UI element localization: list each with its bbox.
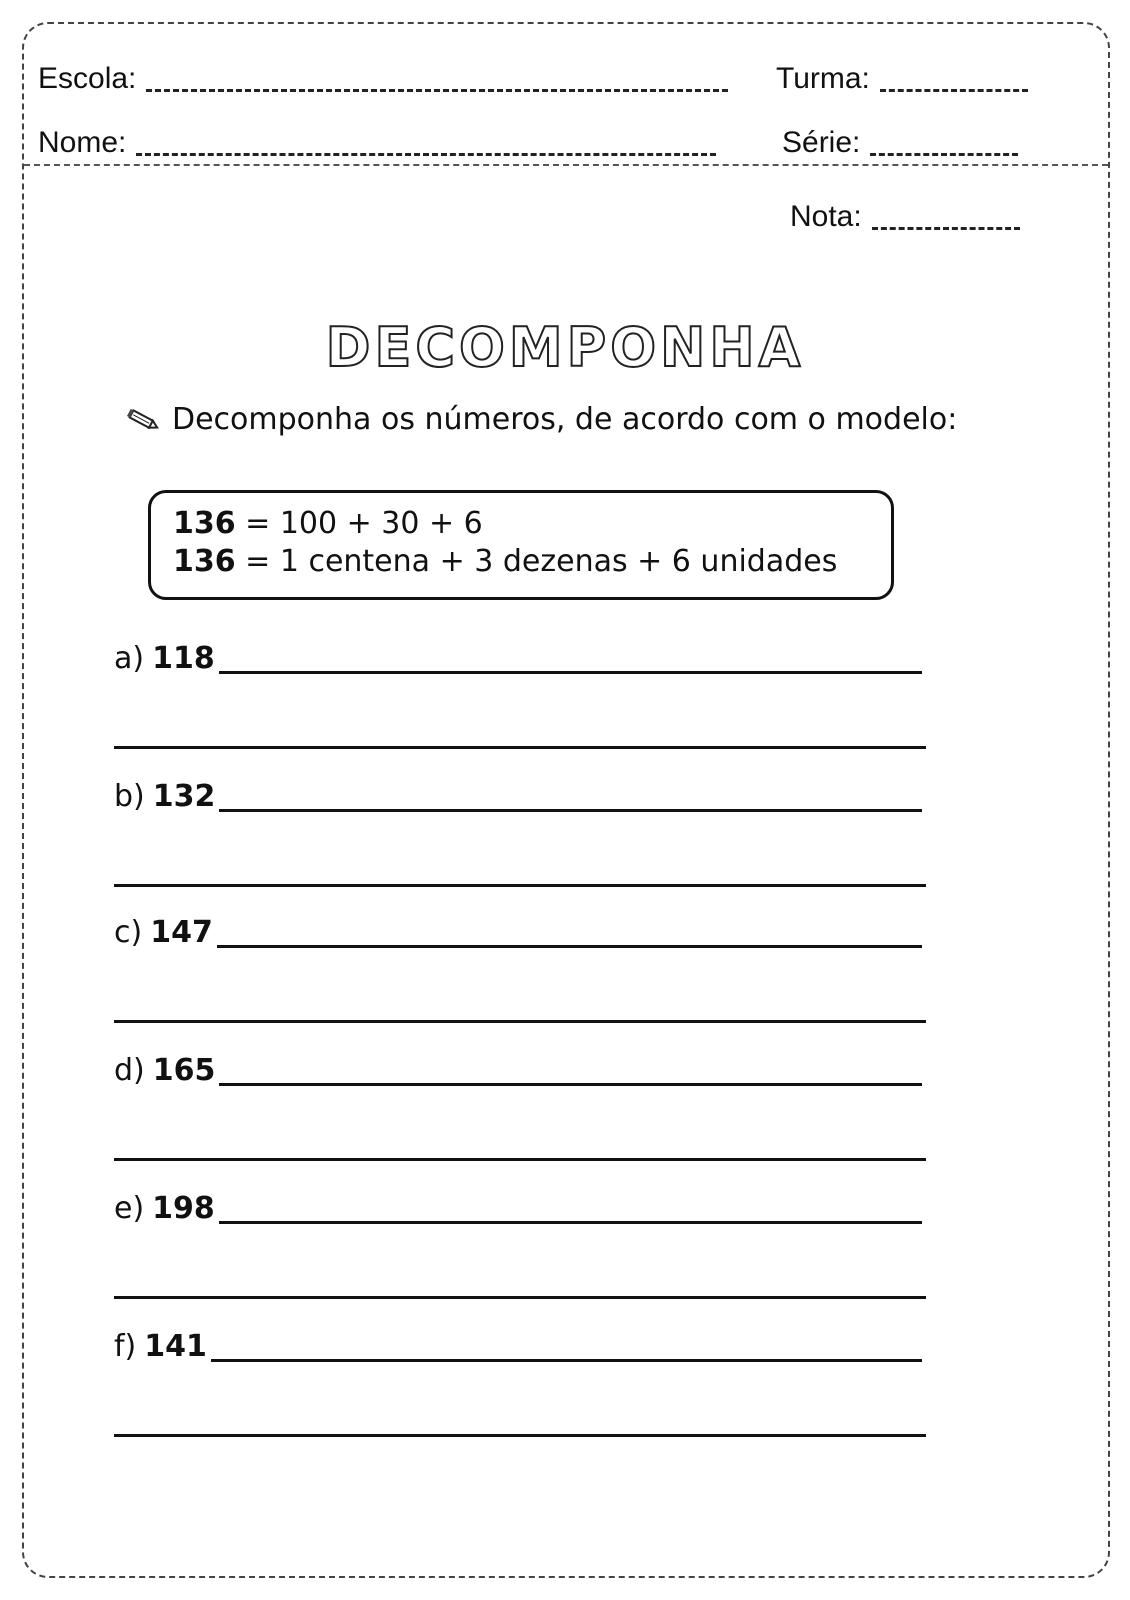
- exercise-number: 147: [150, 915, 213, 950]
- model-place-values: = 1 centena + 3 dezenas + 6 unidades: [235, 544, 838, 579]
- exercise-number: 118: [152, 641, 215, 676]
- exercise-d: [114, 1054, 934, 1194]
- answer-line[interactable]: [114, 884, 926, 887]
- model-line-1: [173, 505, 891, 543]
- answer-line[interactable]: [211, 1359, 922, 1362]
- grade-field: [782, 126, 1018, 160]
- exercise-number: 165: [152, 1053, 216, 1088]
- exercise-f: [114, 1330, 934, 1470]
- answer-line[interactable]: [219, 1221, 922, 1224]
- answer-line[interactable]: [219, 671, 922, 674]
- exercise-number: 198: [152, 1191, 215, 1226]
- grade-label: Série:: [782, 126, 861, 159]
- school-blank[interactable]: [146, 89, 728, 92]
- model-line-2: [173, 543, 891, 581]
- answer-line[interactable]: [114, 1158, 926, 1161]
- score-label: Nota:: [790, 200, 862, 233]
- exercise-letter: e): [114, 1191, 145, 1226]
- score-field: [790, 200, 1020, 234]
- exercise-number: 132: [152, 779, 216, 814]
- class-label: Turma:: [776, 62, 870, 95]
- instruction-text: Decomponha os números, de acordo com o modelo:: [172, 402, 958, 437]
- name-blank[interactable]: [136, 153, 716, 156]
- answer-line[interactable]: [114, 746, 926, 749]
- school-label: Escola:: [38, 62, 137, 95]
- answer-line[interactable]: [219, 809, 922, 812]
- grade-blank[interactable]: [870, 153, 1018, 156]
- class-field: [776, 62, 1028, 96]
- answer-line[interactable]: [114, 1020, 926, 1023]
- answer-line[interactable]: [114, 1434, 926, 1437]
- model-sum: = 100 + 30 + 6: [235, 506, 483, 541]
- exercise-letter: d): [114, 1053, 145, 1088]
- exercise-a: [114, 642, 934, 782]
- exercise-letter: c): [114, 915, 143, 950]
- answer-line[interactable]: [219, 1083, 922, 1086]
- model-number: 136: [173, 544, 236, 579]
- exercise-letter: a): [114, 641, 145, 676]
- answer-line[interactable]: [217, 945, 922, 948]
- name-label: Nome:: [38, 126, 127, 159]
- class-blank[interactable]: [880, 89, 1028, 92]
- exercise-b: [114, 780, 934, 920]
- score-blank[interactable]: [872, 227, 1020, 230]
- instruction: [126, 402, 957, 437]
- page-title: DECOMPONHA: [325, 316, 805, 379]
- name-field: [38, 126, 716, 160]
- pencil-icon: [126, 408, 160, 432]
- exercise-letter: b): [114, 779, 145, 814]
- answer-line[interactable]: [114, 1296, 926, 1299]
- school-field: [38, 62, 728, 96]
- exercise-c: [114, 916, 934, 1056]
- exercise-e: [114, 1192, 934, 1332]
- exercise-letter: f): [114, 1329, 137, 1364]
- model-number: 136: [173, 506, 236, 541]
- header-divider: [24, 164, 1108, 166]
- exercise-number: 141: [144, 1329, 207, 1364]
- model-example-box: [148, 490, 894, 600]
